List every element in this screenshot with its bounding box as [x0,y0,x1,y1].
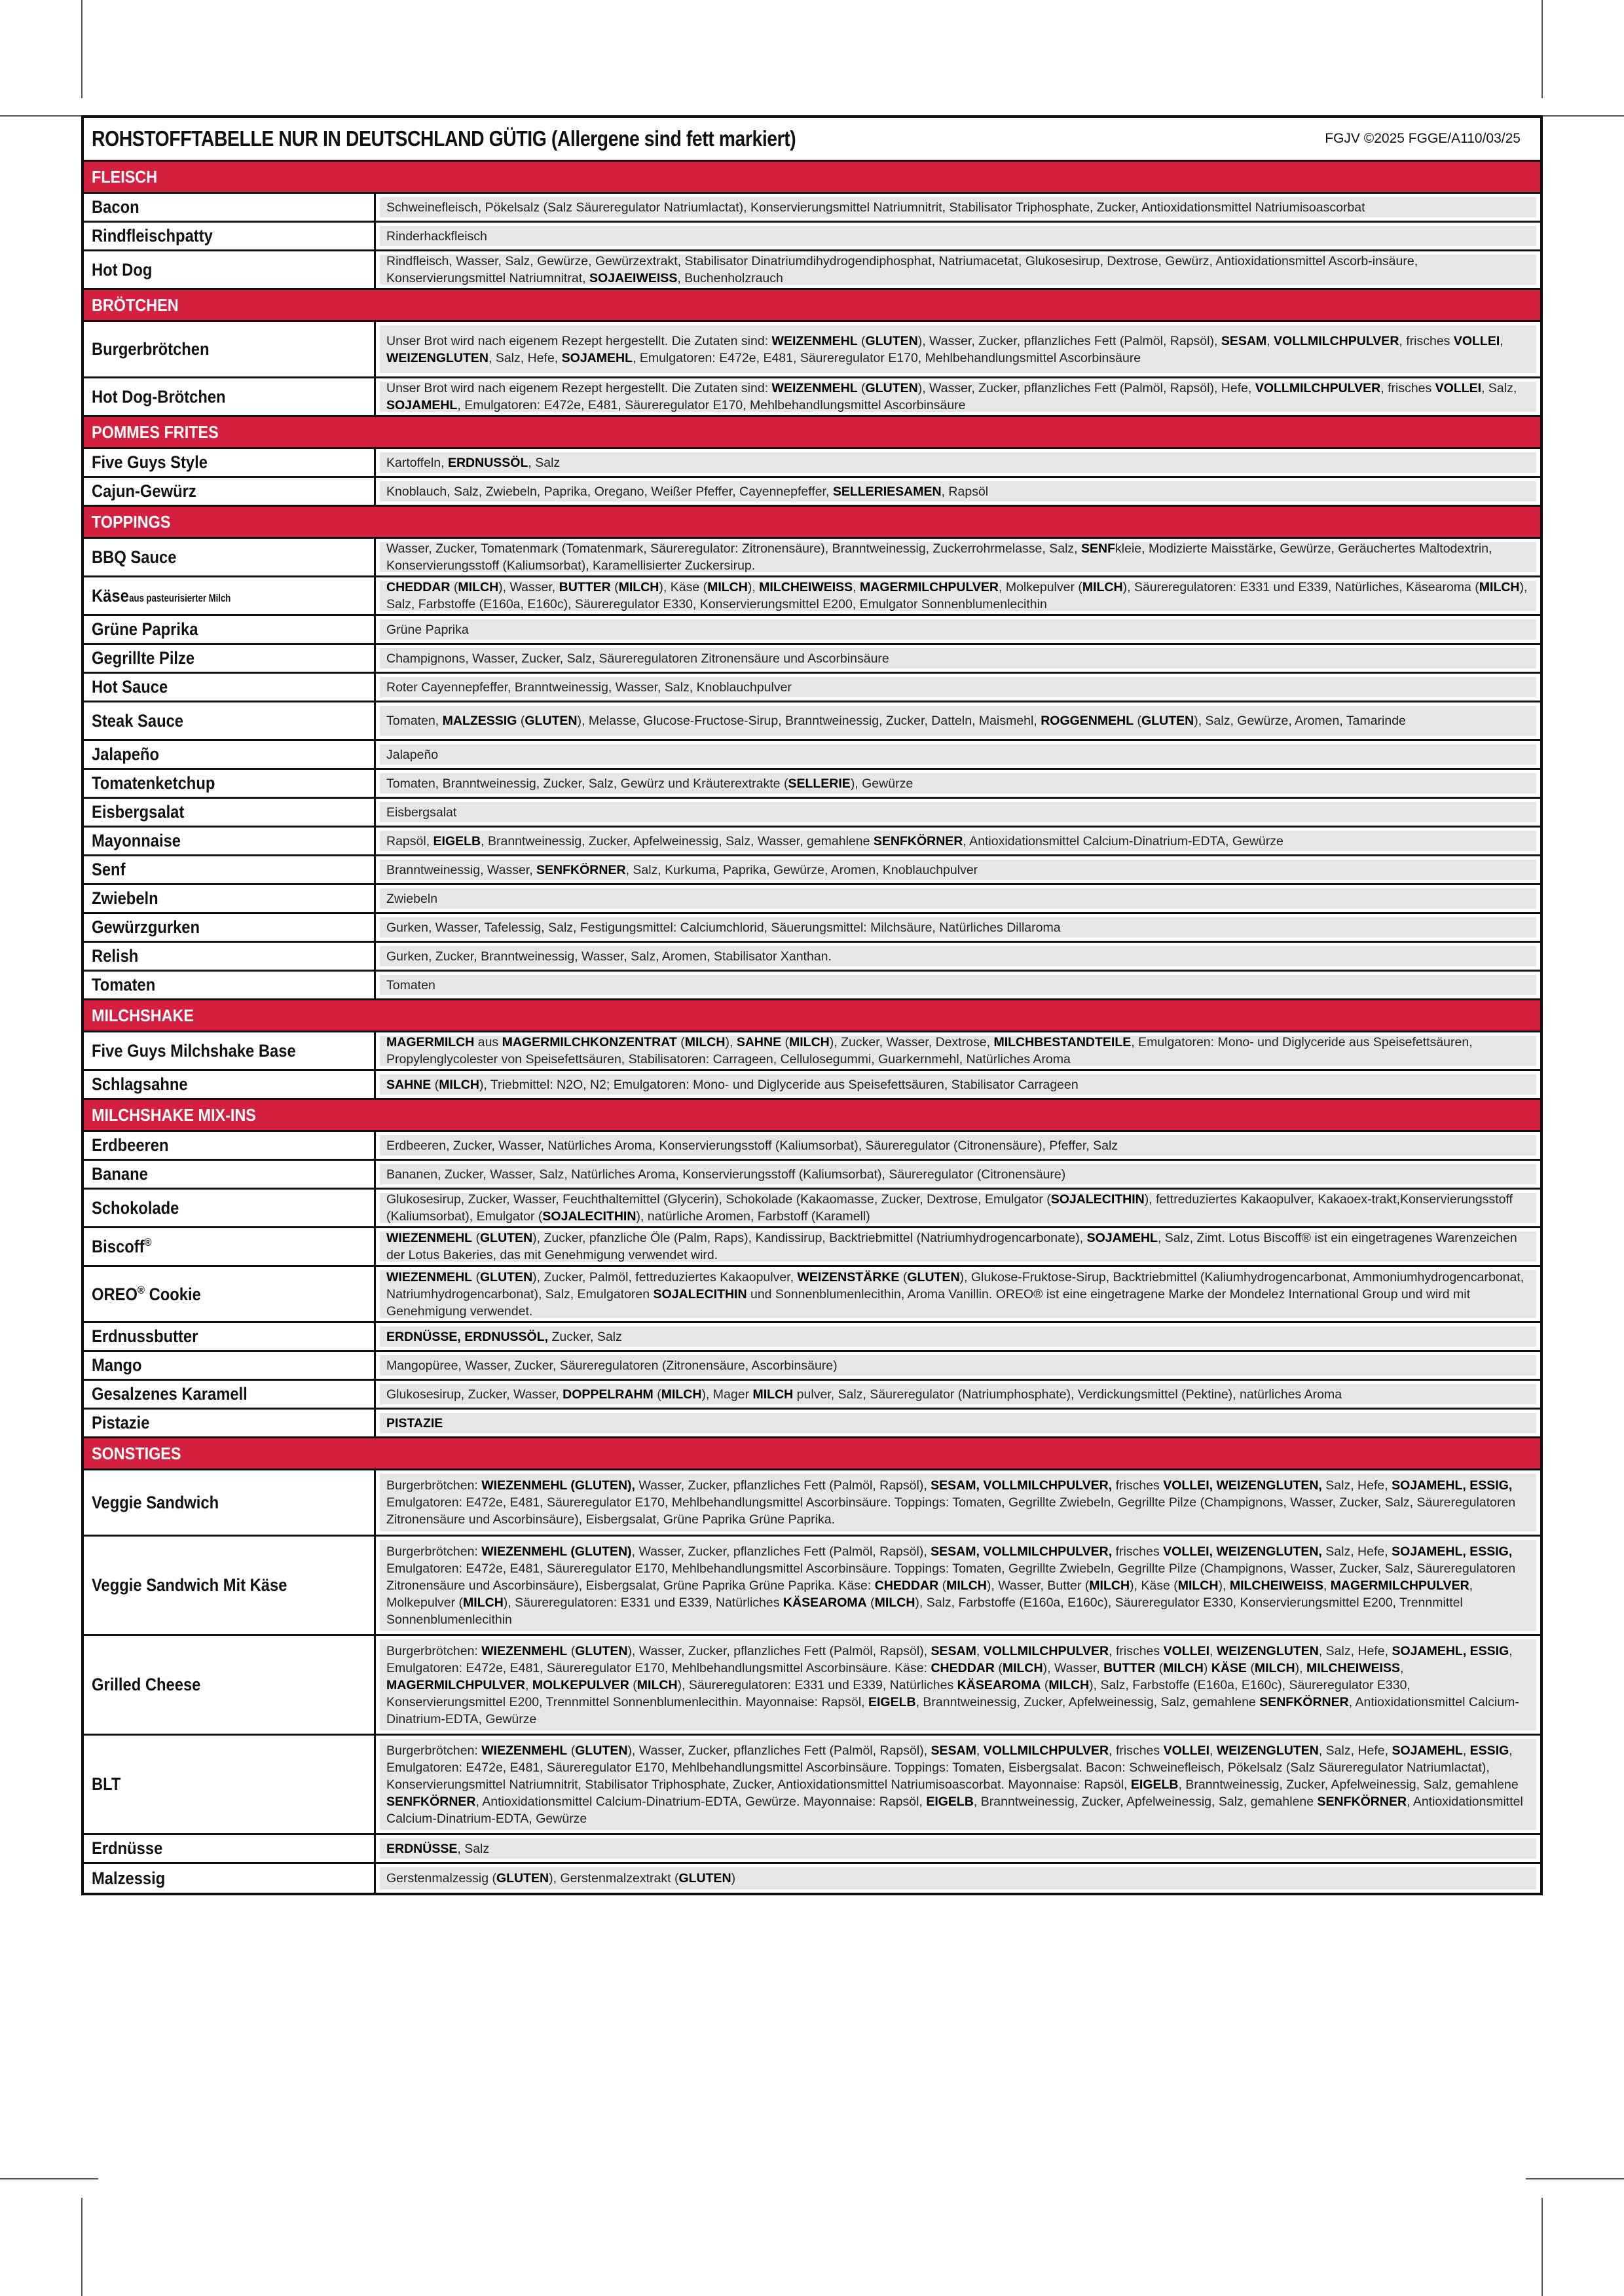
product-name-cell [84,914,376,941]
crop-mark [81,0,83,98]
product-name-cell [84,799,376,826]
product-name: Erdbeeren [92,1135,169,1155]
product-name: Mayonnaise [92,831,181,850]
product-name-cell [84,674,376,701]
category-milchshake-mix-ins [84,1100,1540,1132]
product-name: Käseaus pasteurisierter Milch [92,585,231,606]
crop-mark [1541,2198,1543,2296]
product-name-cell [84,539,376,575]
product-name-cell [84,577,376,614]
product-name: Veggie Sandwich Mit Käse [92,1575,287,1595]
product-name-cell [84,1381,376,1408]
category-label: SONSTIGES [92,1443,181,1463]
ingredients-text: Rapsöl, EIGELB, Branntweinessig, Zucker, Apfelweinessig, Salz, Wasser, gemahlene SENFKÖRNER, Antioxidationsmittel Calcium-Dinatrium-EDTA, Gewürze [386,833,1283,848]
product-name-cell [84,1267,376,1321]
ingredients-cell [380,1867,1536,1889]
product-name: Cajun-Gewürz [92,481,196,501]
crop-mark [0,2178,98,2179]
ingredients-cell [380,802,1536,822]
product-name-cell [84,449,376,476]
table-row [84,741,1540,770]
table-row [84,972,1540,1000]
ingredients-cell [380,831,1536,851]
ingredients-cell [380,481,1536,501]
ingredients-cell [380,706,1536,736]
ingredients-cell [380,1540,1536,1631]
product-name-cell [84,1537,376,1634]
ingredients-text: Burgerbrötchen: WIEZENMEHL (GLUTEN), Wasser, Zucker, pflanzliches Fett (Palmöl, Rapsöl), SESAM, VOLLMILCHPULVER, frisches VOLLEI, WEIZENGLUTEN, Salz, Hefe, SOJAMEHL, ESSIG, Emulgatoren: E472e, E481, Säureregulator E170, Mehlbehandlungsmittel Ascorbinsäure. Toppings: Tomaten, Eisbergsalat. Bacon: Schweinefleisch, Pökelsalz (Salz Säureregulator Natriumlactat), Konservierungsmittel Natriumnitrit, Stabilisator Triphosphate, Zucker, Antioxidationsmittel Natriumisoascorbat. Mayonnaise: Rapsöl, EIGELB, Branntweinessig, Zucker, Apfelweinessig, Salz, gemahlene SENFKÖRNER, Antioxidationsmittel Calcium-Dinatrium-EDTA, Gewürze. Mayonnaise: Rapsöl, EIGELB, Branntweinessig, Zucker, Apfelweinessig, Salz, gemahlene SENFKÖRNER, Antioxidationsmittel Calcium-Dinatrium-EDTA, Gewürze [386,1743,1523,1826]
ingredients-cell [380,382,1536,412]
table-row [84,770,1540,799]
table-row [84,539,1540,577]
table-row [84,478,1540,507]
table-row [84,702,1540,741]
ingredients-text: Unser Brot wird nach eigenem Rezept hergestellt. Die Zutaten sind: WEIZENMEHL (GLUTEN), Wasser, Zucker, pflanzliches Fett (Palmöl, Rapsöl), Hefe, VOLLMILCHPULVER, frisches VOLLEI, Salz, SOJAMEHL, Emulgatoren: E472e, E481, Säureregulator E170, Mehlbehandlungsmittel Ascorbinsäure [386,381,1517,412]
ingredients-cell [380,1639,1536,1730]
table-row [84,799,1540,828]
ingredients-cell [380,888,1536,909]
product-name: Bacon [92,197,139,217]
product-name-cell [84,1071,376,1098]
ingredients-text: Grüne Paprika [386,622,469,637]
table-row [84,1470,1540,1537]
table-row [84,1410,1540,1438]
ingredients-text: Roter Cayennepfeffer, Branntweinessig, Wasser, Salz, Knoblauchpulver [386,680,792,695]
page-title: ROHSTOFFTABELLE NUR IN DEUTSCHLAND GÜTIG (Allergene sind fett markiert) [92,126,796,151]
product-name: Burgerbrötchen [92,339,210,359]
ingredients-text: Bananen, Zucker, Wasser, Salz, Natürliches Aroma, Konservierungsstoff (Kaliumsorbat), Säureregulator (Citronensäure) [386,1167,1066,1182]
product-name: Pistazie [92,1413,150,1432]
category-label: POMMES FRITES [92,422,219,442]
ingredients-cell [380,773,1536,793]
ingredients-text: Knoblauch, Salz, Zwiebeln, Paprika, Oregano, Weißer Pfeffer, Cayennepfeffer, SELLERIESAMEN, Rapsöl [386,484,989,499]
product-name-cell [84,223,376,249]
table-row [84,1636,1540,1736]
product-name-cell [84,828,376,854]
ingredients-text: ERDNÜSSE, ERDNUSSÖL, Zucker, Salz [386,1329,622,1344]
product-name: Hot Dog [92,259,153,280]
product-name: Gewürzgurken [92,917,200,937]
ingredients-cell [380,1164,1536,1184]
ingredients-text: Kartoffeln, ERDNUSSÖL, Salz [386,455,561,470]
table-row [84,449,1540,478]
ingredients-text: PISTAZIE [386,1415,443,1430]
product-name-cell [84,885,376,912]
ingredients-cell [380,1135,1536,1156]
category-broetchen [84,290,1540,322]
ingredients-text: SAHNE (MILCH), Triebmittel: N2O, N2; Emulgatoren: Mono- und Diglyceride aus Speisefettsäuren, Stabilisator Carrageen [386,1077,1079,1092]
ingredients-cell [380,860,1536,880]
product-name: Erdnussbutter [92,1326,198,1346]
category-label: FLEISCH [92,166,158,187]
product-name-cell [84,1835,376,1862]
product-name: Gegrillte Pilze [92,648,195,668]
ingredients-cell [380,744,1536,765]
table-row [84,1190,1540,1228]
ingredients-text: Branntweinessig, Wasser, SENFKÖRNER, Salz, Kurkuma, Paprika, Gewürze, Aromen, Knoblauchpulver [386,862,978,877]
product-name-cell [84,702,376,739]
category-label: MILCHSHAKE MIX-INS [92,1104,256,1125]
ingredients-text: Rindfleisch, Wasser, Salz, Gewürze, Gewürzextrakt, Stabilisator Dinatriumdihydrogendiphosphat, Natriumacetat, Glukosesirup, Dextrose, Gewürz, Antioxidationsmittel Ascorb-insäure, Konservierungsmittel Natriumnitrat, SOJAEIWEISS, Buchenholzrauch [386,254,1418,285]
category-label: BRÖTCHEN [92,295,179,315]
ingredients-cell [380,1838,1536,1859]
ingredients-text: Gerstenmalzessig (GLUTEN), Gerstenmalzextrakt (GLUTEN) [386,1871,736,1886]
product-name: Malzessig [92,1868,166,1888]
ingredients-text: Gurken, Wasser, Tafelessig, Salz, Festigungsmittel: Calciumchlorid, Säuerungsmittel: Milchsäure, Natürliches Dillaroma [386,920,1061,935]
table-row [84,1381,1540,1410]
product-name: Banane [92,1164,148,1184]
table-row [84,645,1540,674]
product-name: OREO® Cookie [92,1283,201,1304]
crop-mark [1526,2178,1624,2179]
product-name: Hot Dog-Brötchen [92,386,226,407]
product-name: Gesalzenes Karamell [92,1384,248,1404]
product-name-cell [84,322,376,376]
ingredients-cell [380,542,1536,572]
ingredients-text: CHEDDAR (MILCH), Wasser, BUTTER (MILCH), Käse (MILCH), MILCHEIWEISS, MAGERMILCHPULVER, Molkepulver (MILCH), Säureregulatoren: E331 und E339, Natürliches, Käsearoma (MILCH), Salz, Farbstoffe (E160a, E160c), Säureregulator E330, Konservierungsmittel E200, Emulgator Sonnenblumenlecithin [386,580,1528,611]
product-name: Eisbergsalat [92,802,185,822]
table-row [84,885,1540,914]
product-name: Biscoff® [92,1236,152,1256]
product-name: BLT [92,1774,121,1794]
category-toppings [84,507,1540,539]
ingredients-text: Erdbeeren, Zucker, Wasser, Natürliches Aroma, Konservierungsstoff (Kaliumsorbat), Säureregulator (Citronensäure), Pfeffer, Salz [386,1138,1118,1153]
product-name-cell [84,378,376,415]
product-name-cell [84,1190,376,1226]
ingredients-text: Wasser, Zucker, Tomatenmark (Tomatenmark, Säureregulator: Zitronensäure), Branntweinessig, Zuckerrohrmelasse, Salz, SENFkleie, Modizierte Maisstärke, Gewürze, Geräuchertes Maltodextrin, Konservierungsstoff (Kaliumsorbat), Karamellisierter Zuckersirup. [386,541,1492,573]
ingredients-text: Jalapeño [386,747,439,762]
ingredients-text: Rinderhackfleisch [386,228,487,244]
product-name: Zwiebeln [92,888,158,908]
table-row [84,378,1540,417]
category-sonstiges [84,1438,1540,1470]
product-name-cell [84,1410,376,1436]
ingredients-cell [380,946,1536,966]
table-row [84,1835,1540,1864]
ingredients-cell [380,1739,1536,1830]
ingredients-text: Burgerbrötchen: WIEZENMEHL (GLUTEN), Wasser, Zucker, pflanzliches Fett (Palmöl, Rapsöl), SESAM, VOLLMILCHPULVER, frisches VOLLEI, WEIZENGLUTEN, Salz, Hefe, SOJAMEHL, ESSIG, Emulgatoren: E472e, E481, Säureregulator E170, Mehlbehandlungsmittel Ascorbinsäure. Toppings: Tomaten, Gegrillte Zwiebeln, Gegrillte Pilze (Champignons, Wasser, Zucker, Salz, Säureregulatoren Zitronensäure und Ascorbinsäure), Eisbergsalat, Grüne Paprika Grüne Paprika. Käse: CHEDDAR (MILCH), Wasser, Butter (MILCH), Käse (MILCH), MILCHEIWEISS, MAGERMILCHPULVER, Molkepulver (MILCH), Säureregulatoren: E331 und E339, Natürliches KÄSEAROMA (MILCH), Salz, Farbstoffe (E160a, E160c), Säureregulator E330, Konservierungsmittel E200, Trennmittel Sonnenblumenlecithin [386,1544,1516,1627]
table-row [84,322,1540,378]
ingredients-cell [380,1193,1536,1223]
product-name-cell [84,972,376,998]
product-name: Erdnüsse [92,1838,163,1858]
table-row [84,828,1540,856]
product-name: Steak Sauce [92,710,184,731]
ingredients-text: Tomaten [386,977,435,993]
ingredients-text: Eisbergsalat [386,805,457,820]
ingredients-text: Tomaten, Branntweinessig, Zucker, Salz, Gewürz und Kräuterextrakte (SELLERIE), Gewürze [386,776,913,791]
table-row [84,1032,1540,1071]
product-name-cell [84,1636,376,1734]
product-name-cell [84,251,376,288]
product-name-cell [84,741,376,768]
ingredients-text: Schweinefleisch, Pökelsalz (Salz Säureregulator Natriumlactat), Konservierungsmittel Natriumnitrit, Stabilisator Triphosphate, Zucker, Antioxidationsmittel Natriumisoascorbat [386,200,1365,215]
ingredients-text: Champignons, Wasser, Zucker, Salz, Säureregulatoren Zitronensäure und Ascorbinsäure [386,651,889,666]
product-name-cell [84,194,376,221]
product-name-cell [84,856,376,883]
product-name: Mango [92,1355,142,1375]
ingredients-text: Glukosesirup, Zucker, Wasser, Feuchthaltemittel (Glycerin), Schokolade (Kakaomasse, Zucker, Dextrose, Emulgator (SOJALECITHIN), fettreduziertes Kakaopulver, Kakaoex-trakt,Konservierungsstoff (Kaliumsorbat), Emulgator (SOJALECITHIN), natürliche Aromen, Farbstoff (Karamell) [386,1192,1513,1224]
table-row [84,616,1540,645]
ingredients-cell [380,1474,1536,1531]
ingredients-table [81,115,1543,1895]
ingredients-text: Zwiebeln [386,891,438,906]
ingredients-text: Mangopüree, Wasser, Zucker, Säureregulatoren (Zitronensäure, Ascorbinsäure) [386,1358,838,1373]
ingredients-cell [380,1074,1536,1095]
document-code: FGJV ©2025 FGGE/A110/03/25 [1325,131,1521,146]
product-name: Senf [92,860,126,879]
product-name: Grilled Cheese [92,1675,201,1694]
product-name: Five Guys Style [92,452,208,472]
product-name: Relish [92,946,139,966]
product-name: Tomatenketchup [92,773,215,793]
category-label: MILCHSHAKE [92,1005,194,1025]
ingredients-cell [380,1413,1536,1433]
ingredients-text: Glukosesirup, Zucker, Wasser, DOPPELRAHM (MILCH), Mager MILCH pulver, Salz, Säureregulator (Natriumphosphate), Verdickungsmittel (Pektine), natürliches Aroma [386,1387,1342,1402]
table-row [84,1864,1540,1893]
ingredients-text: WIEZENMEHL (GLUTEN), Zucker, Palmöl, fettreduziertes Kakaopulver, WEIZENSTÄRKE (GLUTEN), Glukose-Fruktose-Sirup, Backtriebmittel (Kaliumhydrogencarbonat, Ammoniumhydrogencarbonat, Natriumhydrogencarbonat), Salz, Emulgatoren SOJALECITHIN und Sonnenblumenlecithin, Aroma Vanillin. OREO® ist eine eingetragene Marke der Mondelez International Group und wird mit Genehmigung verwendet. [386,1269,1524,1319]
table-row [84,914,1540,943]
product-name-cell [84,1228,376,1265]
table-row [84,1161,1540,1190]
ingredients-text: MAGERMILCH aus MAGERMILCHKONZENTRAT (MILCH), SAHNE (MILCH), Zucker, Wasser, Dextrose, MILCHBESTANDTEILE, Emulgatoren: Mono- und Diglyceride aus Speisefettsäuren, Propylenglycolester von Speisefettsäuren, Stabilisatoren: Carrageen, Cellulosegummi, Guarkernmehl, Natürliches Aroma [386,1035,1473,1066]
ingredients-cell [380,1036,1536,1066]
ingredients-cell [380,325,1536,373]
table-row [84,1323,1540,1352]
ingredients-cell [380,648,1536,668]
product-name: BBQ Sauce [92,547,177,567]
ingredients-cell [380,975,1536,995]
crop-mark [81,2198,83,2296]
table-row [84,577,1540,616]
product-name-cell [84,943,376,970]
table-row [84,943,1540,972]
table-row [84,1352,1540,1381]
category-milchshake [84,1000,1540,1032]
table-header [84,118,1540,162]
product-name-cell [84,770,376,797]
table-row [84,1228,1540,1267]
ingredients-cell [380,917,1536,938]
product-name: Tomaten [92,975,156,994]
ingredients-text: Unser Brot wird nach eigenem Rezept hergestellt. Die Zutaten sind: WEIZENMEHL (GLUTEN), Wasser, Zucker, pflanzliches Fett (Palmöl, Rapsöl), SESAM, VOLLMILCHPULVER, frisches VOLLEI, WEIZENGLUTEN, Salz, Hefe, SOJAMEHL, Emulgatoren: E472e, E481, Säureregulator E170, Mehlbehandlungsmittel Ascorbinsäure [386,333,1504,365]
product-name-cell [84,478,376,505]
ingredients-cell [380,1270,1536,1318]
product-name: Veggie Sandwich [92,1492,219,1512]
product-name-cell [84,1864,376,1893]
category-fleisch [84,162,1540,194]
ingredients-text: WIEZENMEHL (GLUTEN), Zucker, pfanzliche Öle (Palm, Raps), Kandissirup, Backtriebmittel (Natriumhydrogencarbonate), SOJAMEHL, Salz, Zimt. Lotus Biscoff® ist ein eingetragenes Warenzeichen der Lotus Bakeries, das mit Genehmigung verwendet wird. [386,1231,1517,1262]
ingredients-cell [380,1231,1536,1262]
product-name: Grüne Paprika [92,619,198,639]
ingredients-text: Tomaten, MALZESSIG (GLUTEN), Melasse, Glucose-Fructose-Sirup, Branntweinessig, Zucker, Datteln, Maismehl, ROGGENMEHL (GLUTEN), Salz, Gewürze, Aromen, Tamarinde [386,714,1406,728]
product-name: Schlagsahne [92,1074,188,1094]
product-name: Schokolade [92,1197,179,1218]
product-name: Hot Sauce [92,677,168,697]
product-name: Jalapeño [92,744,160,764]
ingredients-text: Burgerbrötchen: WIEZENMEHL (GLUTEN), Wasser, Zucker, pflanzliches Fett (Palmöl, Rapsöl), SESAM, VOLLMILCHPULVER, frisches VOLLEI, WEIZENGLUTEN, Salz, Hefe, SOJAMEHL, ESSIG, Emulgatoren: E472e, E481, Säureregulator E170, Mehlbehandlungsmittel Ascorbinsäure. Käse: CHEDDAR (MILCH), Wasser, BUTTER (MILCH) KÄSE (MILCH), MILCHEIWEISS, MAGERMILCHPULVER, MOLKEPULVER (MILCH), Säureregulatoren: E331 und E339, Natürliches KÄSEAROMA (MILCH), Salz, Farbstoffe (E160a, E160c), Säureregulator E330, Konservierungsmittel E200, Trennmittel Sonnenblumenlecithin. Mayonnaise: Rapsöl, EIGELB, Branntweinessig, Zucker, Apfelweinessig, Salz, gemahlene SENFKÖRNER, Antioxidationsmittel Calcium-Dinatrium-EDTA, Gewürze [386,1643,1519,1726]
product-name-cell [84,1470,376,1535]
table-row [84,1267,1540,1323]
ingredients-cell [380,1384,1536,1404]
category-label: TOPPINGS [92,511,171,532]
ingredients-text: Burgerbrötchen: WIEZENMEHL (GLUTEN), Wasser, Zucker, pflanzliches Fett (Palmöl, Rapsöl), SESAM, VOLLMILCHPULVER, frisches VOLLEI, WEIZENGLUTEN, Salz, Hefe, SOJAMEHL, ESSIG, Emulgatoren: E472e, E481, Säureregulator E170, Mehlbehandlungsmittel Ascorbinsäure. Toppings: Tomaten, Gegrillte Zwiebeln, Gegrillte Pilze (Champignons, Wasser, Zucker, Salz, Säureregulatoren Zitronensäure und Ascorbinsäure), Eisbergsalat, Grüne Paprika Grüne Paprika. [386,1478,1516,1527]
product-name: Rindfleischpatty [92,226,213,246]
product-name: Five Guys Milchshake Base [92,1040,296,1061]
table-row [84,1071,1540,1100]
ingredients-cell [380,1355,1536,1376]
ingredients-cell [380,452,1536,473]
table-row [84,1132,1540,1161]
product-name-cell [84,1323,376,1350]
table-row [84,856,1540,885]
ingredients-cell [380,197,1536,217]
table-row [84,674,1540,702]
ingredients-cell [380,619,1536,640]
ingredients-text: ERDNÜSSE, Salz [386,1841,490,1856]
table-row [84,1736,1540,1835]
table-body [84,162,1540,1893]
crop-mark [1541,0,1543,98]
product-name-cell [84,1736,376,1833]
product-name-cell [84,616,376,643]
table-row [84,194,1540,223]
table-row [84,223,1540,251]
table-row [84,251,1540,290]
product-name-cell [84,1161,376,1188]
ingredients-cell [380,581,1536,611]
ingredients-cell [380,255,1536,285]
table-row [84,1537,1540,1636]
product-name-cell [84,1352,376,1379]
product-name-cell [84,1132,376,1159]
category-pommes-frites [84,417,1540,449]
product-name-cell [84,645,376,672]
ingredients-text: Gurken, Zucker, Branntweinessig, Wasser, Salz, Aromen, Stabilisator Xanthan. [386,949,832,964]
ingredients-cell [380,1326,1536,1347]
product-name-cell [84,1032,376,1069]
ingredients-cell [380,226,1536,246]
ingredients-cell [380,677,1536,697]
